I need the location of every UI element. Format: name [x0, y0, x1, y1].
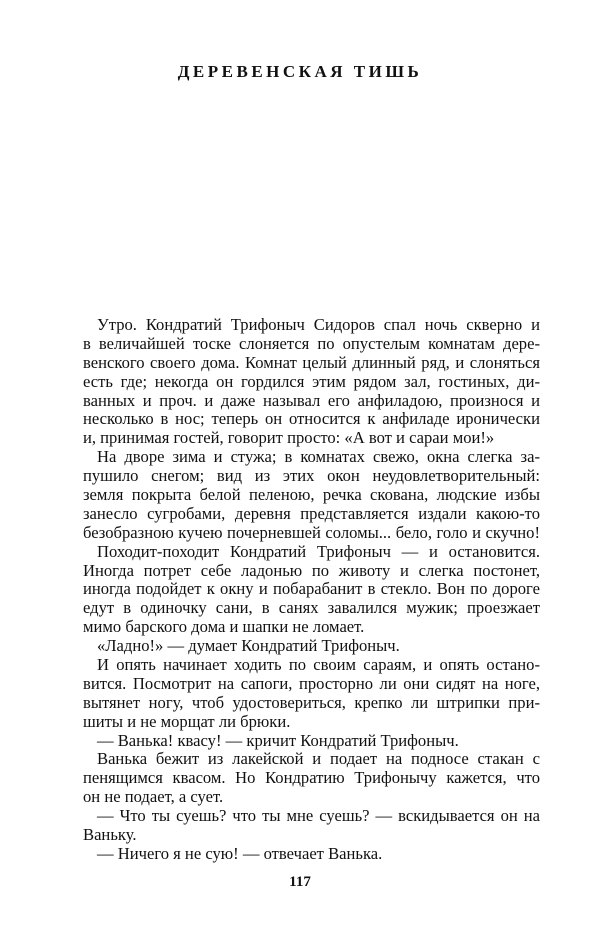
text-line: вится. Посмотрит на сапоги, просторно ли они сидят на ноге,: [83, 674, 540, 693]
text-line: несколько в нос; теперь он относится к анфиладе иронически: [83, 410, 540, 429]
text-line: И опять начинает ходить по своим сараям, и опять остано-: [97, 656, 540, 675]
text-line: Ванька бежит из лакейской и подает на подносе стакан с: [97, 750, 540, 769]
text-line: На дворе зима и стужа; в комнатах свежо, окна слегка за-: [97, 448, 540, 467]
text-line: пенящимся квасом. Но Кондратию Трифонычу кажется, что: [83, 769, 540, 788]
text-line: в величайшей тоске слоняется по опустелым комнатам дере-: [83, 334, 540, 353]
text-line: иногда подойдет к окну и побарабанит в стекло. Вон по дороге: [83, 580, 540, 599]
text-line: Ваньку.: [83, 826, 137, 845]
text-line: занесло сугробами, деревня представляется издали какою-то: [83, 504, 540, 523]
text-line: безобразною кучею почерневшей соломы... бело, голо и скучно!: [83, 523, 540, 542]
text-line: Походит-походит Кондратий Трифоныч — и остановится.: [97, 542, 540, 561]
text-line: едут в одиночку сани, в санях завалился мужик; проезжает: [83, 599, 540, 618]
text-line: земля покрыта белой пеленою, речка скована, людские избы: [83, 486, 540, 505]
page-number: 117: [289, 874, 311, 890]
text-line: «Ладно!» — думает Кондратий Трифоныч.: [97, 637, 400, 656]
text-line: есть где; некогда он гордился этим рядом зал, гостиных, ди-: [83, 372, 540, 391]
body-text: [83, 316, 540, 864]
chapter-title: ДЕРЕВЕНСКАЯ ТИШЬ: [177, 62, 423, 81]
text-line: пушило снегом; вид из этих окон неудовлетворительный:: [83, 467, 540, 486]
text-line: вытянет ногу, чтоб удостовериться, крепко ли штрипки при-: [83, 693, 540, 712]
text-line: — Что ты суешь? что ты мне суешь? — вскидывается он на: [97, 807, 540, 826]
text-line: он не подает, а сует.: [83, 788, 224, 807]
text-line: и, принимая гостей, говорит просто: «А вот и сараи мои!»: [83, 429, 495, 448]
text-line: шиты и не морщат ли брюки.: [83, 712, 291, 731]
text-line: Иногда потрет себе ладонью по животу и слегка постонет,: [83, 561, 540, 580]
text-line: мимо барского дома и шапки не ломает.: [83, 618, 365, 637]
text-line: Утро. Кондратий Трифоныч Сидоров спал ночь скверно и: [97, 316, 540, 334]
text-line: венского своего дома. Комнат целый длинный ряд, и слоняться: [83, 353, 540, 372]
text-line: ванных и проч. и даже называл его анфиладою, произнося и: [83, 391, 540, 410]
text-line: — Ванька! квасу! — кричит Кондратий Трифоныч.: [97, 731, 459, 750]
text-line: — Ничего я не сую! — отвечает Ванька.: [97, 844, 383, 863]
